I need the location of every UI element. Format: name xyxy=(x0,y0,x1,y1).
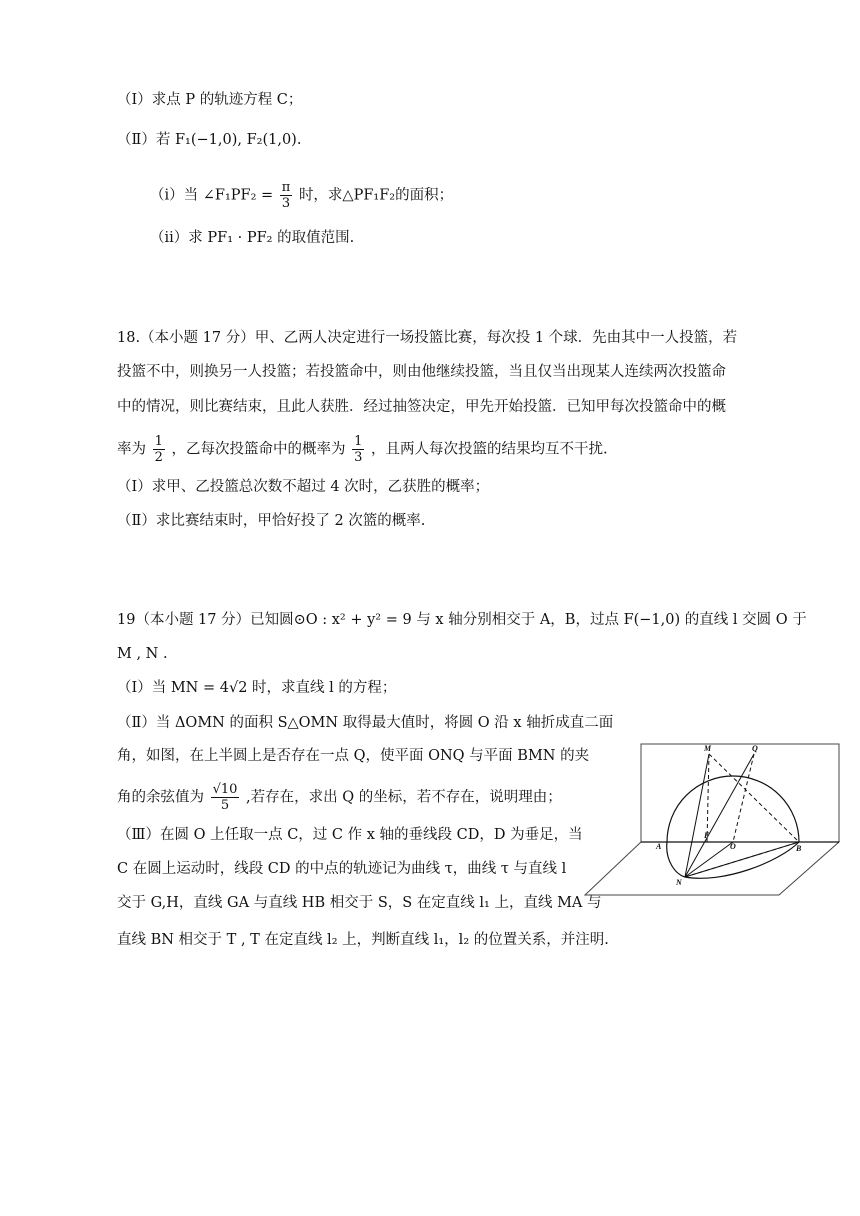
q19-line1: 19（本小题 17 分）已知圆⊙O : x² + y² = 9 与 x 轴分别相交于 A，B，过点 F(−1,0) 的直线 l 交圆 O 于 xyxy=(117,612,807,628)
fraction-numerator: 1 xyxy=(154,434,163,449)
label-O: O xyxy=(730,842,736,851)
q18-part2: （Ⅱ）求比赛结束时，甲恰好投了 2 次篮的概率. xyxy=(117,513,426,529)
segment-MB xyxy=(709,754,799,842)
q19-part2-line1: （Ⅱ）当 ΔOMN 的面积 S△OMN 取得最大值时，将圆 O 沿 x 轴折成直二面 xyxy=(117,715,614,731)
fraction-numerator: √10 xyxy=(212,782,238,797)
fraction-denominator: 5 xyxy=(220,798,230,813)
q18-line2: 投篮不中，则换另一人投篮；若投篮命中，则由他继续投篮，当且仅当出现某人连续两次投篮命 xyxy=(117,364,726,380)
q19-part2-line3-b: ,若存在，求出 Q 的坐标，若不存在，说明理由； xyxy=(246,789,562,806)
label-M: M xyxy=(704,744,712,753)
q18-line3: 中的情况，则比赛结束，且此人获胜．经过抽签决定，甲先开始投篮．已知甲每次投篮命中的概 xyxy=(117,399,726,415)
pi-over-3-fraction xyxy=(280,180,293,211)
q19-part1: （Ⅰ）当 MN = 4√2 时，求直线 l 的方程； xyxy=(117,680,397,696)
label-F: F xyxy=(704,831,710,840)
q19-line2: M , N . xyxy=(117,646,168,662)
q18-line1: 18.（本小题 17 分）甲、乙两人决定进行一场投篮比赛，每次投 1 个球．先由其中一人投篮，若 xyxy=(117,330,738,346)
fraction-denominator: 3 xyxy=(354,450,363,465)
q17-sub2: （ii）求 PF₁ · PF₂ 的取值范围. xyxy=(150,230,355,246)
q19-part2-line2: 角，如图，在上半圆上是否存在一点 Q，使平面 ONQ 与平面 BMN 的夹 xyxy=(117,748,590,764)
label-Q: Q xyxy=(752,744,758,753)
q19-part3-line4: 直线 BN 相交于 T , T 在定直线 l₂ 上，判断直线 l₁，l₂ 的位置关系，并注明. xyxy=(117,932,609,948)
segment-MF xyxy=(707,754,709,842)
q19-part2-line3 xyxy=(117,782,562,813)
sqrt10-over-5-fraction xyxy=(211,782,240,813)
segment-QO xyxy=(733,754,754,842)
vertical-plane xyxy=(641,744,839,842)
q17-sub1-suffix: 时，求△PF₁F₂的面积； xyxy=(298,187,454,204)
q18-line4 xyxy=(117,434,608,465)
label-B: B xyxy=(796,844,802,853)
fraction-denominator: 2 xyxy=(154,450,163,465)
fraction-numerator: 1 xyxy=(354,434,363,449)
upper-semicircle xyxy=(667,776,799,842)
fraction-denominator: 3 xyxy=(281,196,291,211)
one-third-fraction xyxy=(352,434,364,465)
q17-sub1 xyxy=(150,180,453,211)
q18-line4-a: 率为 xyxy=(117,441,146,458)
label-N: N xyxy=(676,878,682,887)
q19-part3-line2: C 在圆上运动时，线段 CD 的中点的轨迹记为曲线 τ，曲线 τ 与直线 l xyxy=(117,861,567,877)
label-A: A xyxy=(656,842,662,851)
q17-sub1-prefix: （i）当 ∠F₁PF₂ = xyxy=(150,187,274,204)
q17-part2: （Ⅱ）若 F₁(−1,0), F₂(1,0). xyxy=(117,132,302,148)
q19-part2-line3-a: 角的余弦值为 xyxy=(117,789,204,806)
q18-part1: （Ⅰ）求甲、乙投篮总次数不超过 4 次时，乙获胜的概率； xyxy=(117,479,490,495)
q18-line4-c: ，且两人每次投篮的结果均互不干扰. xyxy=(371,441,608,458)
segment-NM xyxy=(685,754,709,877)
dihedral-circle-figure xyxy=(583,742,845,902)
q19-part3-line3: 交于 G,H，直线 GA 与直线 HB 相交于 S，S 在定直线 l₁ 上，直线 MA 与 xyxy=(117,895,602,911)
fraction-numerator: π xyxy=(281,180,291,195)
segment-NO xyxy=(685,842,733,877)
q18-line4-b: ，乙每次投篮命中的概率为 xyxy=(171,441,346,458)
q19-part3-line1: （Ⅲ）在圆 O 上任取一点 C，过 C 作 x 轴的垂线段 CD，D 为垂足，当 xyxy=(117,827,583,843)
one-half-fraction xyxy=(153,434,165,465)
q17-part1: （Ⅰ）求点 P 的轨迹方程 C； xyxy=(117,92,303,108)
